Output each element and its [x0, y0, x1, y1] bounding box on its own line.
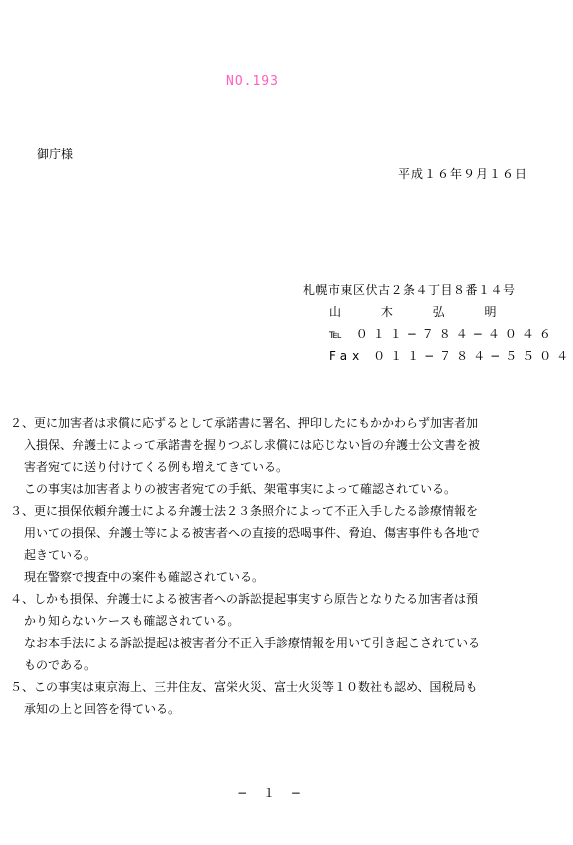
body-line: ３、更に損保依頼弁護士による弁護士法２３条照介によって不正入手したる診療情報を — [10, 504, 479, 518]
body-line: ものである。 — [24, 658, 97, 672]
body-line: 害者宛てに送り付けてくる例も増えてきている。 — [24, 460, 289, 474]
document-date: 平成１６年９月１６日 — [397, 167, 528, 181]
document-body — [10, 412, 534, 720]
body-line: ２、更に加害者は求償に応ずるとして承諾書に署名、押印したにもかかわらず加害者加 — [10, 416, 479, 430]
body-line: 現在警察で捜査中の案件も確認されている。 — [24, 570, 265, 584]
sender-address: 札幌市東区伏古２条４丁目８番１４号 — [303, 283, 516, 297]
body-line: 承知の上と回答を得ている。 — [24, 702, 181, 716]
sender-block — [303, 279, 573, 367]
body-line: ５、この事実は東京海上、三井住友、富栄火災、富士火災等１０数社も認め、国税局も — [10, 680, 478, 694]
sender-tel: ℡ ０１１−７８４−４０４６ — [329, 327, 556, 341]
body-line: かり知らないケースも確認されている。 — [24, 614, 240, 628]
body-line: 起きている。 — [24, 548, 97, 562]
document-number: NO.193 — [226, 74, 279, 89]
addressee: 御庁様 — [37, 147, 74, 161]
page-number: − １ − — [237, 786, 307, 800]
body-line: 入損保、弁護士によって承諾書を握りつぶし求償には応じない旨の弁護士公文書を被 — [24, 438, 481, 452]
body-line: なお本手法による訴訟提起は被害者分不正入手診療情報を用いて引き起こされている — [24, 636, 481, 650]
sender-fax: Fax ０１１−７８４−５５０４ — [329, 349, 573, 363]
body-line: この事実は加害者よりの被害者宛ての手紙、架電事実によって確認されている。 — [24, 482, 457, 496]
body-line: 用いての損保、弁護士等による被害者への直接的恐喝事件、脅迫、傷害事件も各地で — [24, 526, 481, 540]
body-line: ４、しかも損保、弁護士による被害者への訴訟提起事実すら原告となりたる加害者は預 — [10, 592, 479, 606]
sender-name: 山 木 弘 明 — [329, 305, 515, 319]
